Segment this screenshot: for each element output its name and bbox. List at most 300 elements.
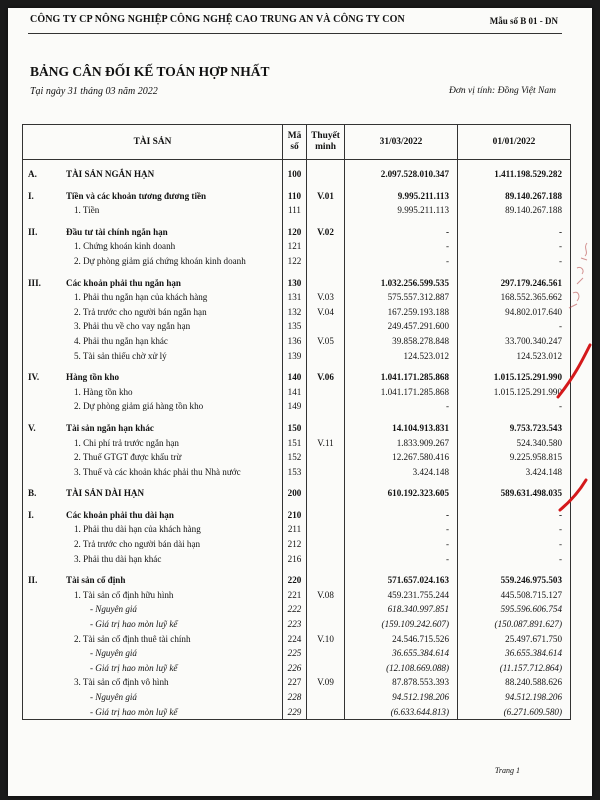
spacer-cell bbox=[283, 479, 307, 486]
table-row bbox=[23, 646, 571, 661]
form-number: Mẫu số B 01 - DN bbox=[489, 16, 558, 26]
asset-label: - Giá trị hao mòn luỹ kế bbox=[90, 662, 178, 673]
asset-cell bbox=[23, 646, 283, 661]
asset-label: Tài sản ngắn hạn khác bbox=[66, 422, 154, 433]
spacer-cell bbox=[345, 269, 458, 276]
code-cell: 131 bbox=[283, 290, 307, 305]
asset-label: 2. Trả trước cho người bán dài hạn bbox=[74, 539, 201, 550]
asset-label: TÀI SẢN NGẮN HẠN bbox=[66, 169, 155, 179]
note-cell bbox=[307, 573, 345, 588]
table-row bbox=[23, 450, 571, 465]
section-prefix: II. bbox=[28, 226, 38, 237]
table-row bbox=[23, 617, 571, 632]
code-cell: 121 bbox=[283, 239, 307, 254]
note-cell bbox=[307, 646, 345, 661]
note-cell: V.09 bbox=[307, 675, 345, 690]
table-row bbox=[23, 421, 571, 436]
previous-value-cell: - bbox=[458, 522, 571, 537]
spacer-cell bbox=[23, 501, 283, 508]
current-value-cell: - bbox=[345, 225, 458, 240]
current-value-cell: 12.267.580.416 bbox=[345, 450, 458, 465]
code-cell: 135 bbox=[283, 319, 307, 334]
current-value-cell: 1.833.909.267 bbox=[345, 436, 458, 451]
asset-cell bbox=[23, 705, 283, 720]
column-header-current: 31/03/2022 bbox=[345, 125, 458, 160]
spacer-cell bbox=[345, 182, 458, 189]
spacer-row bbox=[23, 363, 571, 370]
current-value-cell: 36.655.384.614 bbox=[345, 646, 458, 661]
code-cell: 222 bbox=[283, 602, 307, 617]
asset-cell bbox=[23, 602, 283, 617]
current-value-cell: 610.192.323.605 bbox=[345, 486, 458, 501]
note-cell bbox=[307, 705, 345, 720]
spacer-cell bbox=[283, 182, 307, 189]
table-row bbox=[23, 436, 571, 451]
code-cell: 151 bbox=[283, 436, 307, 451]
current-value-cell: - bbox=[345, 399, 458, 414]
table-row bbox=[23, 602, 571, 617]
note-cell bbox=[307, 617, 345, 632]
asset-cell bbox=[23, 675, 283, 690]
asset-cell bbox=[23, 465, 283, 480]
note-cell: V.04 bbox=[307, 305, 345, 320]
spacer-cell bbox=[458, 182, 571, 189]
spacer-cell bbox=[283, 501, 307, 508]
code-cell: 212 bbox=[283, 537, 307, 552]
current-value-cell: - bbox=[345, 522, 458, 537]
previous-value-cell: 9.753.723.543 bbox=[458, 421, 571, 436]
code-cell: 150 bbox=[283, 421, 307, 436]
asset-cell bbox=[23, 588, 283, 603]
previous-value-cell: 88.240.588.626 bbox=[458, 675, 571, 690]
note-cell bbox=[307, 399, 345, 414]
table-row bbox=[23, 334, 571, 349]
current-value-cell: 1.041.171.285.868 bbox=[345, 385, 458, 400]
spacer-row bbox=[23, 269, 571, 276]
code-cell: 227 bbox=[283, 675, 307, 690]
asset-label: 1. Chứng khoán kinh doanh bbox=[74, 241, 176, 252]
asset-cell bbox=[23, 436, 283, 451]
spacer-cell bbox=[345, 218, 458, 225]
previous-value-cell: 124.523.012 bbox=[458, 349, 571, 364]
table-row bbox=[23, 465, 571, 480]
asset-label: 3. Phải thu về cho vay ngắn hạn bbox=[74, 321, 191, 332]
code-cell: 223 bbox=[283, 617, 307, 632]
previous-value-cell: 524.340.580 bbox=[458, 436, 571, 451]
spacer-cell bbox=[307, 566, 345, 573]
note-cell bbox=[307, 450, 345, 465]
asset-cell bbox=[23, 617, 283, 632]
code-cell: 200 bbox=[283, 486, 307, 501]
spacer-cell bbox=[307, 414, 345, 421]
code-cell: 220 bbox=[283, 573, 307, 588]
asset-label: Các khoản phải thu ngắn hạn bbox=[66, 277, 181, 288]
code-cell: 210 bbox=[283, 508, 307, 523]
current-value-cell: - bbox=[345, 239, 458, 254]
asset-cell bbox=[23, 552, 283, 567]
note-cell bbox=[307, 690, 345, 705]
asset-cell bbox=[23, 290, 283, 305]
code-cell: 224 bbox=[283, 632, 307, 647]
previous-value-cell: - bbox=[458, 552, 571, 567]
note-cell bbox=[307, 661, 345, 676]
previous-value-cell: (150.087.891.627) bbox=[458, 617, 571, 632]
table-row bbox=[23, 632, 571, 647]
note-cell bbox=[307, 276, 345, 291]
code-cell: 152 bbox=[283, 450, 307, 465]
asset-cell bbox=[23, 203, 283, 218]
previous-value-cell: 3.424.148 bbox=[458, 465, 571, 480]
spacer-cell bbox=[307, 182, 345, 189]
spacer-cell bbox=[307, 501, 345, 508]
previous-value-cell: 1.015.125.291.990 bbox=[458, 370, 571, 385]
table-row bbox=[23, 189, 571, 204]
code-cell: 110 bbox=[283, 189, 307, 204]
previous-value-cell: 445.508.715.127 bbox=[458, 588, 571, 603]
code-cell: 111 bbox=[283, 203, 307, 218]
code-cell: 141 bbox=[283, 385, 307, 400]
document-title: BẢNG CÂN ĐỐI KẾ TOÁN HỢP NHẤT bbox=[30, 64, 270, 79]
asset-label: 2. Dự phòng giảm giá chứng khoán kinh doanh bbox=[74, 255, 246, 266]
table-body bbox=[23, 160, 571, 720]
table-row bbox=[23, 305, 571, 320]
asset-cell bbox=[23, 334, 283, 349]
section-prefix: I. bbox=[28, 509, 34, 520]
note-cell: V.02 bbox=[307, 225, 345, 240]
table-row bbox=[23, 508, 571, 523]
spacer-cell bbox=[23, 479, 283, 486]
previous-value-cell: 1.411.198.529.282 bbox=[458, 167, 571, 182]
code-cell: 139 bbox=[283, 349, 307, 364]
table-row bbox=[23, 276, 571, 291]
current-value-cell: 571.657.024.163 bbox=[345, 573, 458, 588]
spacer-cell bbox=[283, 160, 307, 168]
column-header-asset: TÀI SẢN bbox=[23, 125, 283, 160]
spacer-cell bbox=[23, 182, 283, 189]
previous-value-cell: (11.157.712.864) bbox=[458, 661, 571, 676]
spacer-cell bbox=[458, 269, 571, 276]
spacer-cell bbox=[23, 218, 283, 225]
code-cell: 130 bbox=[283, 276, 307, 291]
table-row bbox=[23, 385, 571, 400]
asset-label: Tiền và các khoản tương đương tiền bbox=[66, 190, 207, 201]
section-prefix: I. bbox=[28, 190, 34, 201]
spacer-cell bbox=[283, 269, 307, 276]
spacer-cell bbox=[283, 566, 307, 573]
asset-label: 4. Phải thu ngắn hạn khác bbox=[74, 335, 168, 346]
asset-cell bbox=[23, 690, 283, 705]
spacer-cell bbox=[458, 414, 571, 421]
note-cell bbox=[307, 349, 345, 364]
asset-cell bbox=[23, 254, 283, 269]
column-header-code: Mã số bbox=[283, 125, 307, 160]
handwritten-note bbox=[563, 238, 592, 328]
note-cell: V.10 bbox=[307, 632, 345, 647]
previous-value-cell: 9.225.958.815 bbox=[458, 450, 571, 465]
note-cell: V.06 bbox=[307, 370, 345, 385]
red-mark-icon bbox=[556, 478, 592, 514]
spacer-row bbox=[23, 566, 571, 573]
asset-label: 3. Thuế và các khoản khác phải thu Nhà nước bbox=[74, 466, 241, 477]
code-cell: 122 bbox=[283, 254, 307, 269]
asset-label: 2. Trả trước cho người bán ngắn hạn bbox=[74, 306, 207, 317]
note-cell bbox=[307, 254, 345, 269]
current-value-cell: 87.878.553.393 bbox=[345, 675, 458, 690]
page-number: Trang 1 bbox=[494, 766, 520, 775]
table-row bbox=[23, 239, 571, 254]
previous-value-cell: 1.015.125.291.990 bbox=[458, 385, 571, 400]
current-value-cell: 1.041.171.285.868 bbox=[345, 370, 458, 385]
asset-label: - Nguyên giá bbox=[90, 604, 137, 615]
asset-cell bbox=[23, 167, 283, 182]
spacer-row bbox=[23, 479, 571, 486]
asset-label: 5. Tài sản thiếu chờ xử lý bbox=[74, 350, 167, 361]
previous-value-cell: - bbox=[458, 399, 571, 414]
table-row bbox=[23, 290, 571, 305]
spacer-cell bbox=[345, 501, 458, 508]
current-value-cell: (159.109.242.607) bbox=[345, 617, 458, 632]
current-value-cell: - bbox=[345, 508, 458, 523]
spacer-cell bbox=[345, 160, 458, 168]
current-value-cell: (12.108.669.088) bbox=[345, 661, 458, 676]
asset-label: 2. Tài sản cố định thuê tài chính bbox=[74, 633, 191, 644]
asset-cell bbox=[23, 661, 283, 676]
current-value-cell: (6.633.644.813) bbox=[345, 705, 458, 720]
asset-label: 3. Phải thu dài hạn khác bbox=[74, 553, 162, 564]
asset-label: 1. Phải thu ngắn hạn của khách hàng bbox=[74, 292, 208, 303]
company-name: CÔNG TY CP NÔNG NGHIỆP CÔNG NGHỆ CAO TRUNG AN VÀ CÔNG TY CON bbox=[30, 14, 405, 25]
previous-value-cell: - bbox=[458, 239, 571, 254]
previous-value-cell: - bbox=[458, 225, 571, 240]
code-cell: 226 bbox=[283, 661, 307, 676]
asset-cell bbox=[23, 319, 283, 334]
code-cell: 216 bbox=[283, 552, 307, 567]
spacer-cell bbox=[307, 479, 345, 486]
table-header-row bbox=[23, 125, 571, 160]
currency-unit: Đơn vị tính: Đồng Việt Nam bbox=[448, 86, 556, 96]
previous-value-cell: 595.596.606.754 bbox=[458, 602, 571, 617]
asset-cell bbox=[23, 632, 283, 647]
asset-cell bbox=[23, 522, 283, 537]
current-value-cell: 14.104.913.831 bbox=[345, 421, 458, 436]
asset-cell bbox=[23, 370, 283, 385]
spacer-row bbox=[23, 160, 571, 168]
spacer-cell bbox=[307, 363, 345, 370]
code-cell: 100 bbox=[283, 167, 307, 182]
asset-label: - Giá trị hao mòn luỹ kế bbox=[90, 619, 178, 630]
asset-label: - Giá trị hao mòn luỹ kế bbox=[90, 706, 178, 717]
code-cell: 120 bbox=[283, 225, 307, 240]
asset-cell bbox=[23, 573, 283, 588]
current-value-cell: 94.512.198.206 bbox=[345, 690, 458, 705]
asset-label: Các khoản phải thu dài hạn bbox=[66, 509, 174, 520]
spacer-cell bbox=[458, 501, 571, 508]
current-value-cell: 618.340.997.851 bbox=[345, 602, 458, 617]
note-cell: V.05 bbox=[307, 334, 345, 349]
current-value-cell: 9.995.211.113 bbox=[345, 203, 458, 218]
spacer-row bbox=[23, 501, 571, 508]
spacer-cell bbox=[345, 566, 458, 573]
table-row bbox=[23, 349, 571, 364]
previous-value-cell: 25.497.671.750 bbox=[458, 632, 571, 647]
code-cell: 211 bbox=[283, 522, 307, 537]
asset-label: - Nguyên giá bbox=[90, 648, 137, 659]
spacer-row bbox=[23, 182, 571, 189]
current-value-cell: - bbox=[345, 537, 458, 552]
asset-cell bbox=[23, 276, 283, 291]
previous-value-cell: - bbox=[458, 254, 571, 269]
note-cell bbox=[307, 167, 345, 182]
asset-label: 1. Chi phí trả trước ngắn hạn bbox=[74, 437, 179, 448]
asset-cell bbox=[23, 225, 283, 240]
previous-value-cell: 94.802.017.640 bbox=[458, 305, 571, 320]
section-prefix: B. bbox=[28, 488, 37, 499]
table-row bbox=[23, 588, 571, 603]
spacer-cell bbox=[23, 269, 283, 276]
spacer-cell bbox=[345, 479, 458, 486]
current-value-cell: 575.557.312.887 bbox=[345, 290, 458, 305]
asset-label: 2. Dự phòng giảm giá hàng tồn kho bbox=[74, 401, 204, 412]
table-row bbox=[23, 167, 571, 182]
asset-label: TÀI SẢN DÀI HẠN bbox=[66, 488, 145, 499]
section-prefix: V. bbox=[28, 422, 36, 433]
note-cell bbox=[307, 537, 345, 552]
note-cell: V.11 bbox=[307, 436, 345, 451]
table-row bbox=[23, 690, 571, 705]
spacer-cell bbox=[458, 479, 571, 486]
table-row bbox=[23, 370, 571, 385]
asset-cell bbox=[23, 421, 283, 436]
spacer-cell bbox=[23, 160, 283, 168]
spacer-cell bbox=[458, 160, 571, 168]
asset-cell bbox=[23, 486, 283, 501]
current-value-cell: 1.032.256.599.535 bbox=[345, 276, 458, 291]
previous-value-cell: 589.631.498.035 bbox=[458, 486, 571, 501]
code-cell: 228 bbox=[283, 690, 307, 705]
spacer-cell bbox=[307, 269, 345, 276]
column-header-note: Thuyết minh bbox=[307, 125, 345, 160]
code-cell: 153 bbox=[283, 465, 307, 480]
previous-value-cell: 297.179.246.561 bbox=[458, 276, 571, 291]
asset-label: 2. Thuế GTGT được khấu trừ bbox=[74, 452, 182, 463]
spacer-cell bbox=[23, 363, 283, 370]
table-row bbox=[23, 537, 571, 552]
code-cell: 132 bbox=[283, 305, 307, 320]
spacer-cell bbox=[283, 218, 307, 225]
current-value-cell: 249.457.291.600 bbox=[345, 319, 458, 334]
code-cell: 225 bbox=[283, 646, 307, 661]
previous-value-cell: (6.271.609.580) bbox=[458, 705, 571, 720]
note-cell bbox=[307, 203, 345, 218]
spacer-cell bbox=[23, 414, 283, 421]
note-cell bbox=[307, 486, 345, 501]
asset-label: Đầu tư tài chính ngắn hạn bbox=[66, 226, 168, 237]
previous-value-cell: 89.140.267.188 bbox=[458, 203, 571, 218]
code-cell: 149 bbox=[283, 399, 307, 414]
spacer-cell bbox=[345, 414, 458, 421]
previous-value-cell: 559.246.975.503 bbox=[458, 573, 571, 588]
current-value-cell: 24.546.715.526 bbox=[345, 632, 458, 647]
asset-cell bbox=[23, 399, 283, 414]
spacer-cell bbox=[458, 566, 571, 573]
table-row bbox=[23, 254, 571, 269]
previous-value-cell: 33.700.340.247 bbox=[458, 334, 571, 349]
previous-value-cell: 36.655.384.614 bbox=[458, 646, 571, 661]
header-divider bbox=[28, 33, 562, 34]
current-value-cell: 2.097.528.010.347 bbox=[345, 167, 458, 182]
note-cell: V.03 bbox=[307, 290, 345, 305]
asset-cell bbox=[23, 349, 283, 364]
spacer-cell bbox=[283, 363, 307, 370]
spacer-cell bbox=[458, 363, 571, 370]
note-cell bbox=[307, 508, 345, 523]
spacer-cell bbox=[283, 414, 307, 421]
current-value-cell: - bbox=[345, 552, 458, 567]
section-prefix: A. bbox=[28, 169, 37, 179]
note-cell bbox=[307, 385, 345, 400]
document-page bbox=[8, 8, 592, 796]
note-cell bbox=[307, 552, 345, 567]
current-value-cell: 167.259.193.188 bbox=[345, 305, 458, 320]
code-cell: 140 bbox=[283, 370, 307, 385]
asset-cell bbox=[23, 189, 283, 204]
table-row bbox=[23, 661, 571, 676]
asset-label: 1. Tài sản cố định hữu hình bbox=[74, 589, 174, 600]
previous-value-cell: 89.140.267.188 bbox=[458, 189, 571, 204]
previous-value-cell: 94.512.198.206 bbox=[458, 690, 571, 705]
asset-label: 1. Hàng tồn kho bbox=[74, 386, 133, 397]
asset-label: 1. Tiền bbox=[74, 205, 100, 216]
red-mark-icon bbox=[556, 343, 592, 403]
previous-value-cell: - bbox=[458, 319, 571, 334]
current-value-cell: 3.424.148 bbox=[345, 465, 458, 480]
current-value-cell: 459.231.755.244 bbox=[345, 588, 458, 603]
note-cell: V.08 bbox=[307, 588, 345, 603]
asset-cell bbox=[23, 450, 283, 465]
spacer-cell bbox=[23, 566, 283, 573]
asset-cell bbox=[23, 385, 283, 400]
asset-label: Hàng tồn kho bbox=[66, 372, 120, 383]
current-value-cell: 9.995.211.113 bbox=[345, 189, 458, 204]
table-row bbox=[23, 705, 571, 720]
table-row bbox=[23, 522, 571, 537]
current-value-cell: 124.523.012 bbox=[345, 349, 458, 364]
spacer-cell bbox=[307, 160, 345, 168]
previous-value-cell: 168.552.365.662 bbox=[458, 290, 571, 305]
spacer-cell bbox=[345, 363, 458, 370]
spacer-row bbox=[23, 414, 571, 421]
asset-cell bbox=[23, 239, 283, 254]
current-value-cell: - bbox=[345, 254, 458, 269]
spacer-cell bbox=[458, 218, 571, 225]
code-cell: 229 bbox=[283, 705, 307, 720]
note-cell bbox=[307, 421, 345, 436]
note-cell: V.01 bbox=[307, 189, 345, 204]
asset-label: 3. Tài sản cố định vô hình bbox=[74, 677, 169, 688]
table-row bbox=[23, 552, 571, 567]
table-row bbox=[23, 203, 571, 218]
note-cell bbox=[307, 522, 345, 537]
section-prefix: III. bbox=[28, 277, 41, 288]
table-row bbox=[23, 675, 571, 690]
section-prefix: II. bbox=[28, 575, 38, 586]
current-value-cell: 39.858.278.848 bbox=[345, 334, 458, 349]
section-prefix: IV. bbox=[28, 372, 40, 383]
column-header-previous: 01/01/2022 bbox=[458, 125, 571, 160]
asset-cell bbox=[23, 537, 283, 552]
table-row bbox=[23, 573, 571, 588]
table-row bbox=[23, 399, 571, 414]
